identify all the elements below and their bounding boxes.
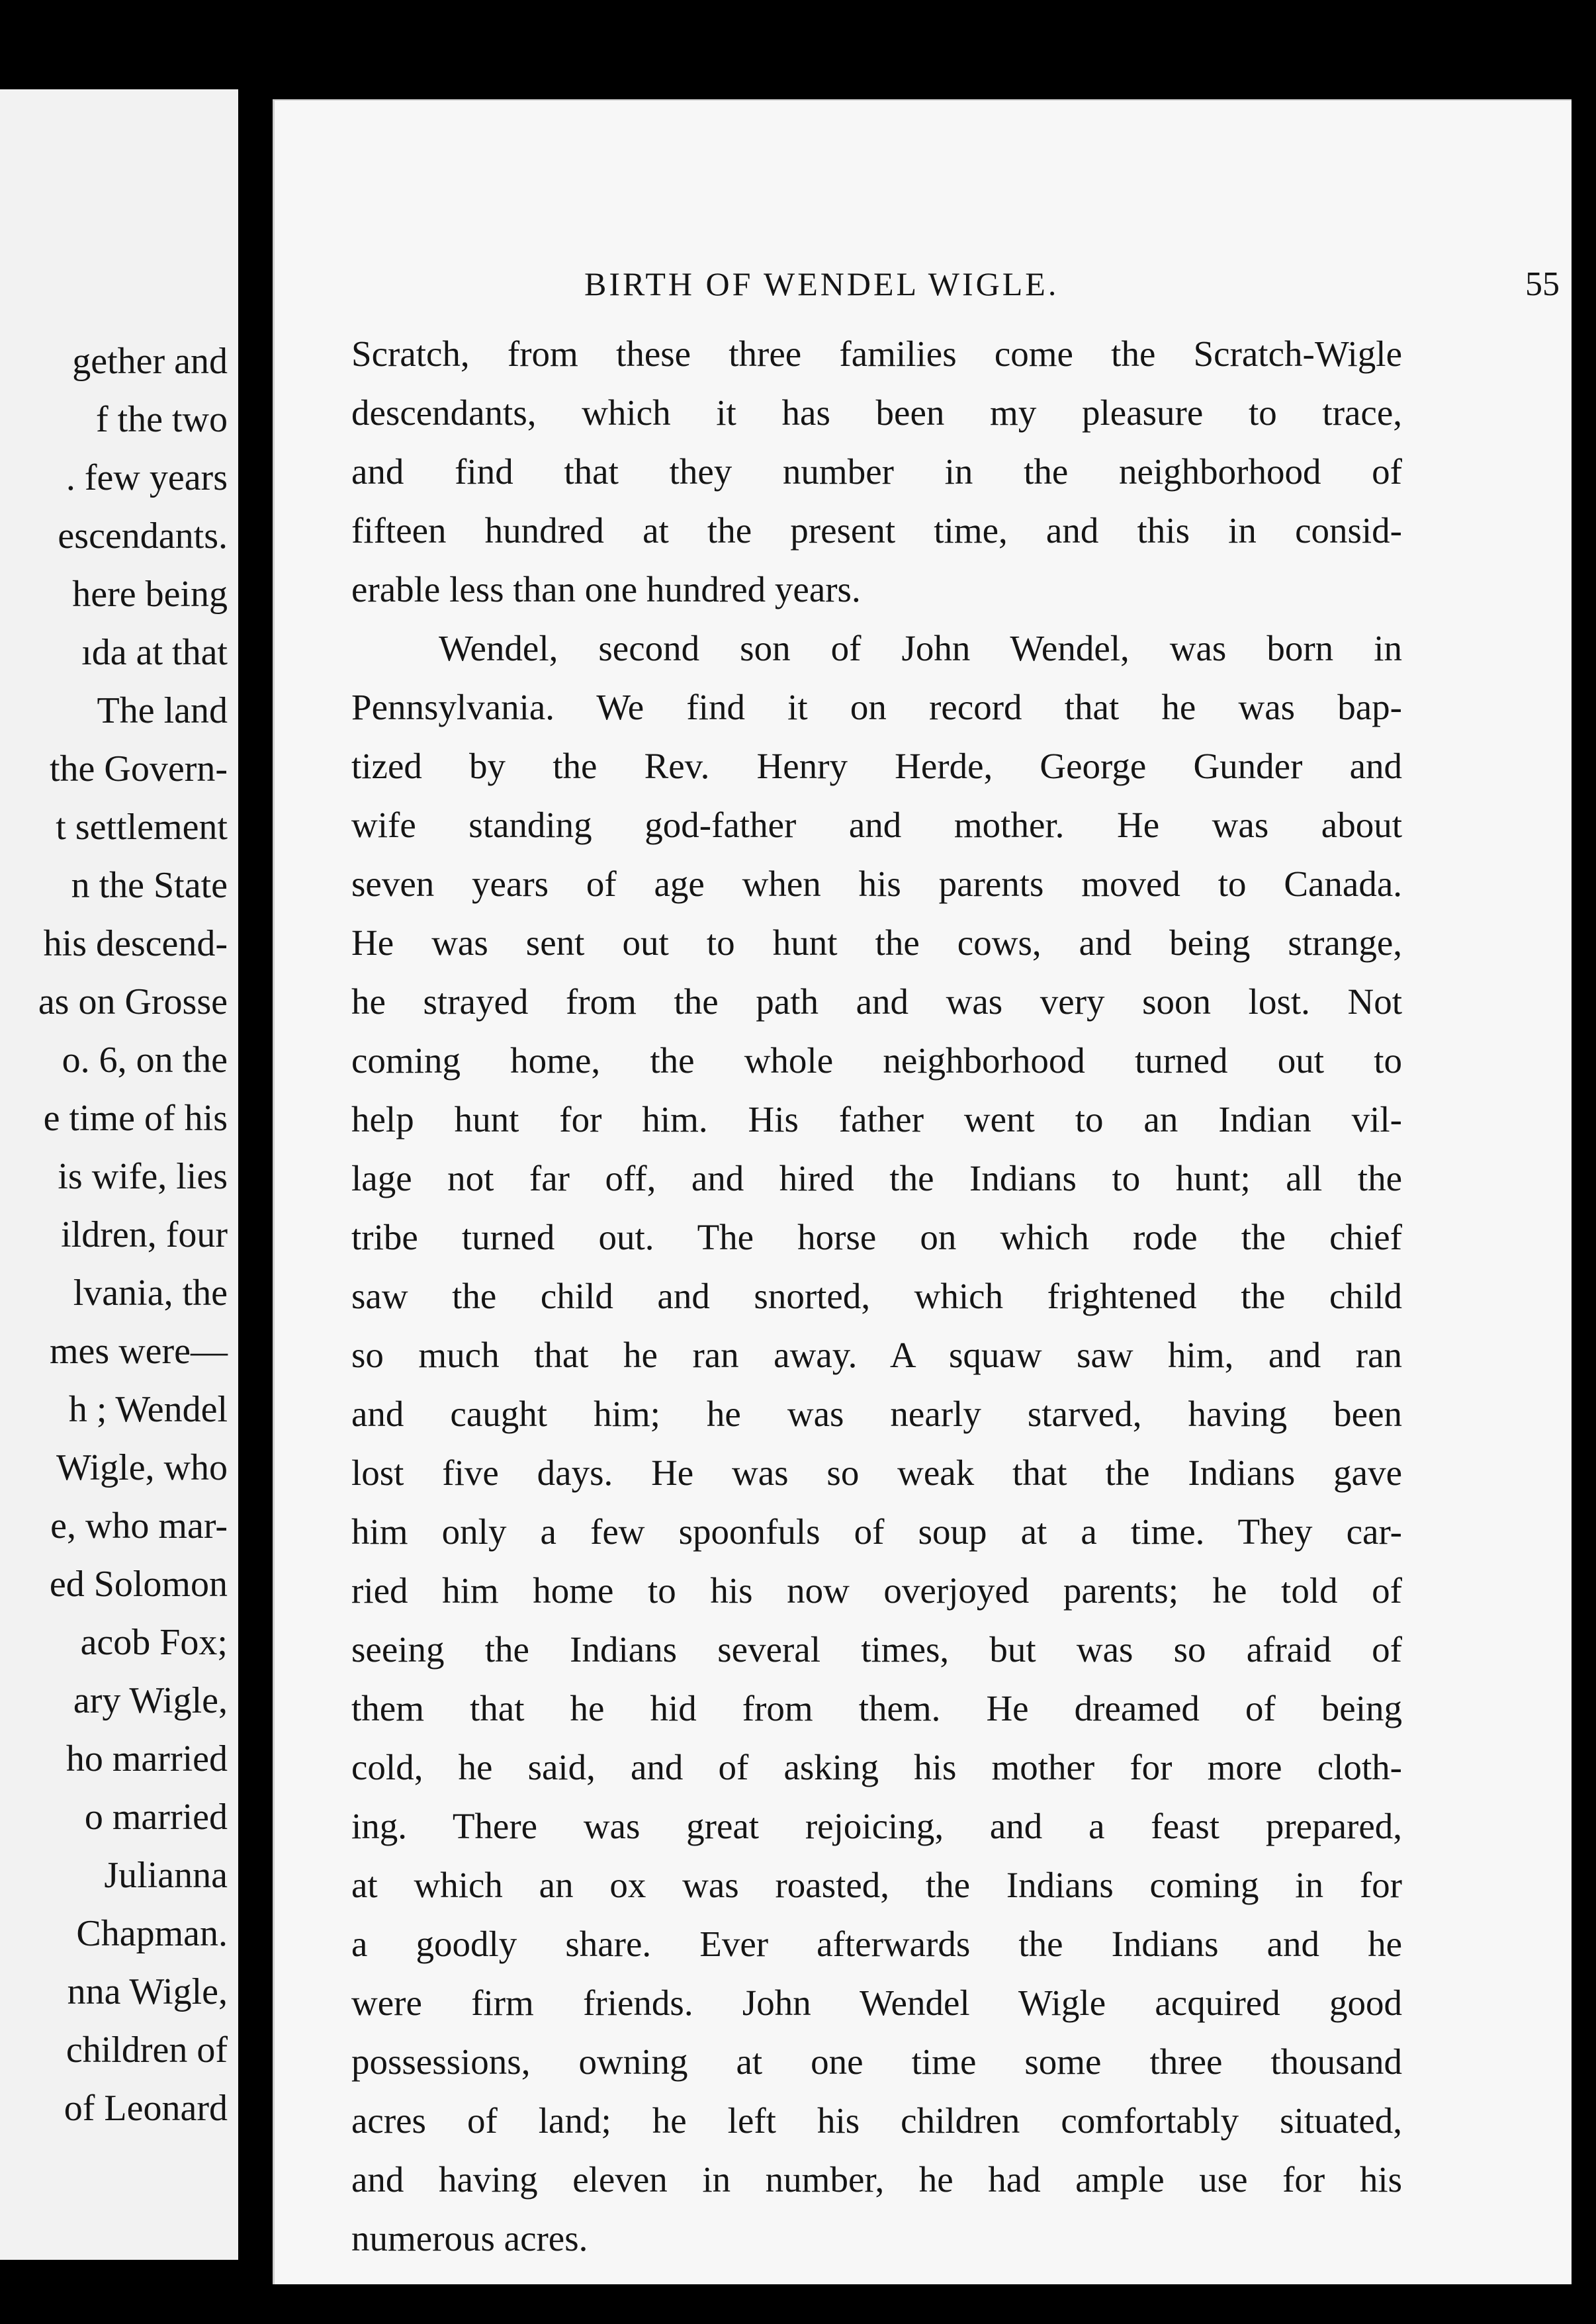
left-page-line: f the two — [95, 399, 228, 440]
left-page-line: ho married — [66, 1738, 228, 1779]
text-line: help hunt for him. His father went to an Indian vil- — [351, 1099, 1402, 1140]
left-page-line: of Leonard — [64, 2088, 228, 2129]
text-line: possessions, owning at one time some three thousand — [351, 2041, 1402, 2082]
left-page-line: . few years — [66, 457, 228, 498]
left-page-line: Julianna — [104, 1855, 228, 1896]
text-line: descendants, which it has been my pleasure to trace, — [351, 392, 1402, 433]
text-line: and find that they number in the neighborhood of — [351, 451, 1402, 492]
text-line: cold, he said, and of asking his mother for more cloth- — [351, 1747, 1402, 1787]
text-line: acres of land; he left his children comfortably situated, — [351, 2100, 1402, 2141]
left-page-line: nna Wigle, — [67, 1971, 228, 2012]
book-gutter — [238, 0, 273, 2324]
text-line: erable less than one hundred years. — [351, 569, 861, 609]
text-line: lost five days. He was so weak that the Indians gave — [351, 1452, 1402, 1493]
left-page-line: o. 6, on the — [62, 1040, 228, 1081]
left-page-line: n the State — [71, 865, 228, 906]
left-page-line: the Govern- — [49, 748, 228, 789]
text-line: coming home, the whole neighborhood turned out to — [351, 1040, 1402, 1081]
page-header — [275, 265, 1572, 319]
left-page-line: escendants. — [58, 515, 228, 557]
text-line: ing. There was great rejoicing, and a feast prepared, — [351, 1806, 1402, 1846]
text-line: a goodly share. Ever afterwards the Indians and he — [351, 1924, 1402, 1964]
text-line: seeing the Indians several times, but was so afraid of — [351, 1629, 1402, 1670]
left-page-line: his descend- — [43, 923, 228, 964]
text-line: them that he hid from them. He dreamed of being — [351, 1688, 1402, 1728]
left-page-line: ıda at that — [81, 632, 228, 673]
text-line: Scratch, from these three families come the Scratch-Wigle — [351, 334, 1402, 374]
text-line: ried him home to his now overjoyed parents; he told of — [351, 1570, 1402, 1611]
left-page-line: lvania, the — [73, 1273, 228, 1314]
book-page — [273, 99, 1572, 2284]
left-page-line: Wigle, who — [56, 1447, 228, 1488]
text-line: Wendel, second son of John Wendel, was born in — [439, 628, 1402, 668]
left-page-line: e time of his — [43, 1098, 228, 1139]
left-page-line: here being — [72, 574, 228, 615]
left-page-line: is wife, lies — [58, 1156, 228, 1197]
text-line: He was sent out to hunt the cows, and being strange, — [351, 922, 1402, 963]
left-page-line: h ; Wendel — [68, 1389, 228, 1430]
text-line: numerous acres. — [351, 2218, 588, 2258]
left-page-line: acob Fox; — [80, 1622, 228, 1663]
left-facing-page — [0, 89, 238, 2260]
left-page-line: t settlement — [56, 807, 228, 848]
text-line: and having eleven in number, he had ample use for his — [351, 2159, 1402, 2200]
page-body-text — [351, 324, 1402, 2268]
text-line: at which an ox was roasted, the Indians coming in for — [351, 1865, 1402, 1905]
left-page-line: e, who mar- — [50, 1505, 228, 1546]
text-line: and caught him; he was nearly starved, having been — [351, 1394, 1402, 1434]
left-page-line: gether and — [72, 341, 228, 382]
text-line: so much that he ran away. A squaw saw him, and ran — [351, 1335, 1402, 1375]
left-page-line: ed Solomon — [49, 1564, 228, 1605]
text-line: seven years of age when his parents moved to Canada. — [351, 864, 1402, 904]
left-page-line: ary Wigle, — [73, 1680, 228, 1721]
text-line: saw the child and snorted, which frightened the child — [351, 1276, 1402, 1316]
text-line: he strayed from the path and was very soon lost. Not — [351, 981, 1402, 1022]
left-page-line: The land — [97, 690, 228, 731]
left-page-line: as on Grosse — [38, 981, 228, 1022]
left-page-line: children of — [66, 2030, 228, 2071]
left-page-line: mes were— — [49, 1331, 228, 1372]
text-line: tized by the Rev. Henry Herde, George Gunder and — [351, 746, 1402, 786]
page-number: 55 — [1525, 265, 1560, 303]
text-line: Pennsylvania. We find it on record that he was bap- — [351, 687, 1402, 727]
text-line: wife standing god-father and mother. He was about — [351, 805, 1402, 845]
text-line: him only a few spoonfuls of soup at a time. They car- — [351, 1511, 1402, 1552]
left-page-line: ildren, four — [61, 1214, 228, 1255]
left-page-line: Chapman. — [76, 1913, 228, 1954]
text-line: lage not far off, and hired the Indians to hunt; all the — [351, 1158, 1402, 1198]
text-line: fifteen hundred at the present time, and this in consid- — [351, 510, 1402, 551]
text-line: tribe turned out. The horse on which rode the chief — [351, 1217, 1402, 1257]
left-page-line: o married — [84, 1797, 228, 1838]
running-head: BIRTH OF WENDEL WIGLE. — [584, 265, 1059, 302]
text-line: were firm friends. John Wendel Wigle acquired good — [351, 1983, 1402, 2023]
